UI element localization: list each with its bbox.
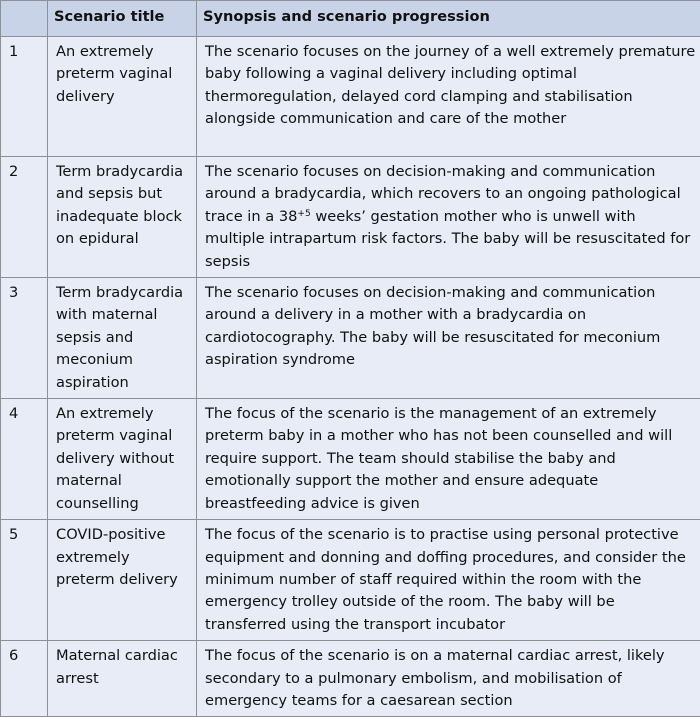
scenario-title: Term bradycardia with maternal sepsis and meconium aspiration	[48, 278, 197, 399]
scenario-title: Maternal cardiac arrest	[48, 641, 197, 717]
scenario-title: An extremely preterm vaginal delivery	[48, 37, 197, 157]
table-row	[1, 641, 700, 717]
table-row	[1, 399, 700, 520]
header-number	[1, 1, 48, 37]
row-number: 3	[1, 278, 48, 399]
scenario-synopsis: The focus of the scenario is the management of an extremely preterm baby in a mother who has not been counselled and will require support. The team should stabilise the baby and emotionally support the mother and ensure adequate breastfeeding advice is given	[197, 399, 700, 520]
header-scenario-title: Scenario title	[48, 1, 197, 37]
row-number: 4	[1, 399, 48, 520]
table-row	[1, 278, 700, 399]
synopsis-text-after: weeks’ gestation mother who is unwell with multiple intrapartum risk factors. The baby will be resuscitated for sepsis	[205, 208, 690, 270]
header-synopsis: Synopsis and scenario progression	[197, 1, 700, 37]
row-number: 2	[1, 157, 48, 278]
row-number: 6	[1, 641, 48, 717]
scenario-synopsis: The scenario focuses on decision-making and communication around a delivery in a mother with a bradycardia on cardiotocography. The baby will be resuscitated for meconium aspiration syndrome	[197, 278, 700, 399]
row-number: 5	[1, 520, 48, 641]
scenario-synopsis	[197, 157, 700, 278]
scenario-title: An extremely preterm vaginal delivery without maternal counselling	[48, 399, 197, 520]
table-header-row	[1, 1, 700, 37]
synopsis-text-before: The scenario focuses on decision-making and communication around a bradycardia, which recovers to an ongoing pathological trace in a 38	[205, 163, 681, 225]
gestation-superscript: +5	[297, 209, 310, 219]
row-number: 1	[1, 37, 48, 157]
scenario-synopsis: The focus of the scenario is on a maternal cardiac arrest, likely secondary to a pulmonary embolism, and mobilisation of emergency teams for a caesarean section	[197, 641, 700, 717]
table-row	[1, 157, 700, 278]
scenario-title: Term bradycardia and sepsis but inadequate block on epidural	[48, 157, 197, 278]
scenario-synopsis: The focus of the scenario is to practise using personal protective equipment and donning and doffing procedures, and consider the minimum number of staff required within the room with the emergency trolley outside of the room. The baby will be transferred using the transport incubator	[197, 520, 700, 641]
table-row	[1, 37, 700, 157]
scenario-title: COVID-positive extremely preterm delivery	[48, 520, 197, 641]
scenario-synopsis: The scenario focuses on the journey of a well extremely premature baby following a vaginal delivery including optimal thermoregulation, delayed cord clamping and stabilisation alongside communication and care of the mother	[197, 37, 700, 157]
table-row	[1, 520, 700, 641]
